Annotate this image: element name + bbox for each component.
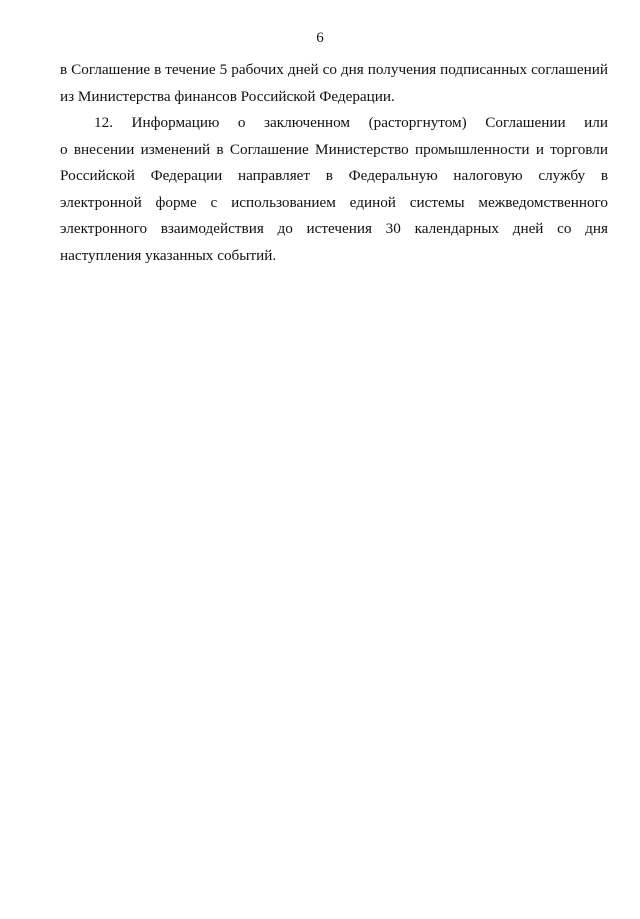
text-line: в Соглашение в течение 5 рабочих дней со дня получения подписанных соглашений — [60, 61, 608, 78]
text-line: наступления указанных событий. — [60, 246, 277, 264]
text-line: электронного взаимодействия до истечения 30 календарных дней со дня — [60, 220, 608, 237]
page-number: 6 — [316, 30, 324, 46]
text-line: из Министерства финансов Российской Федерации. — [60, 87, 395, 105]
text-line: о внесении изменений в Соглашение Министерство промышленности и торговли — [60, 140, 608, 158]
text-line: 12. Информацию о заключенном (расторгнутом) Соглашении или — [94, 114, 608, 131]
paragraph-continuation — [60, 57, 608, 110]
text-line: электронной форме с использованием единой системы межведомственного — [60, 193, 608, 211]
text-line: Российской Федерации направляет в Федеральную налоговую службу в — [60, 167, 608, 184]
document-body — [60, 57, 608, 269]
paragraph-12 — [60, 110, 608, 269]
